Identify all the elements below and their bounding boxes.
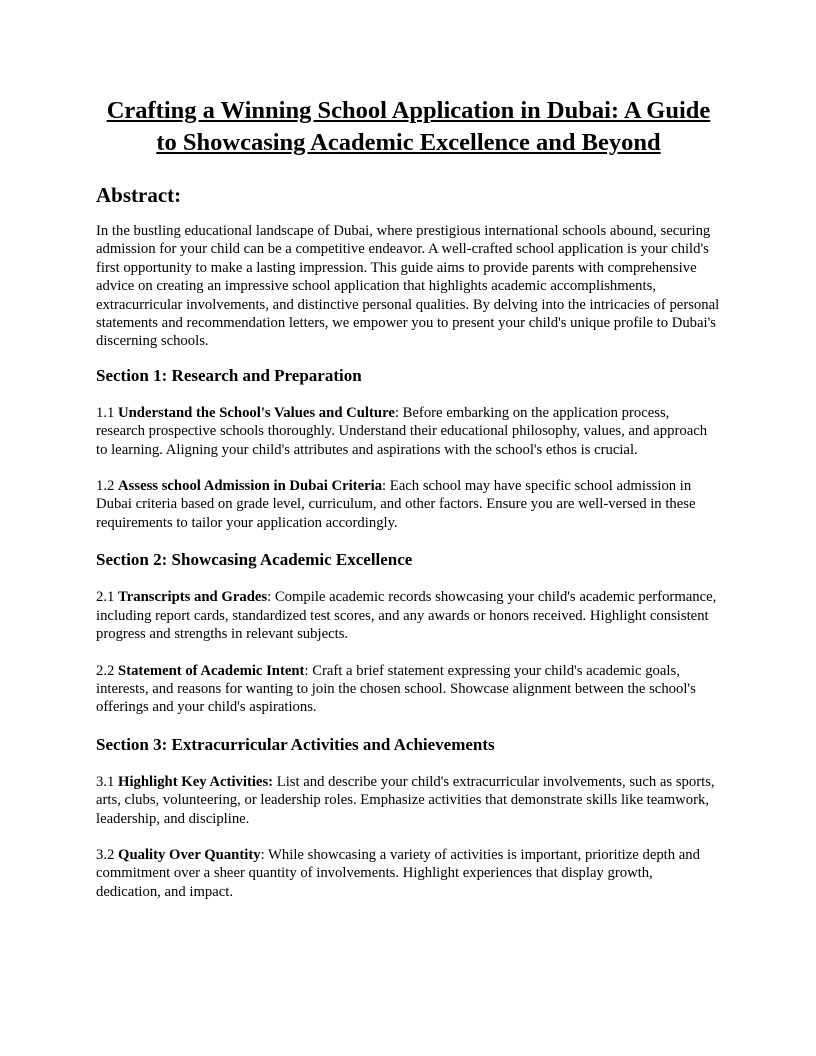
item-bold-label: Assess school Admission in Dubai Criteria [118, 478, 383, 495]
section-paragraph [96, 477, 721, 532]
item-bold-label: Statement of Academic Intent [118, 662, 305, 679]
item-number: 2.1 [96, 589, 115, 606]
abstract-heading: Abstract: [96, 183, 182, 207]
section-paragraph [96, 662, 721, 717]
section-paragraph [96, 404, 721, 459]
item-bold-label: Understand the School's Values and Culture [118, 404, 395, 421]
section-heading: Section 1: Research and Preparation [96, 365, 362, 385]
document-title: Crafting a Winning School Application in Dubai: A Guide to Showcasing Academic Excellence and Beyond [106, 97, 711, 156]
item-text: : Before embarking on the application process, research prospective schools thoroughly. Understand their educational philosophy, values, and approach to learning. Aligning your child's attributes and aspirations with the school's ethos is crucial. [96, 404, 708, 458]
item-text: : Craft a brief statement expressing your child's academic goals, interests, and reasons for wanting to join the chosen school. Showcase alignment between the school's offerings and your child's aspirations. [96, 662, 696, 716]
section-paragraph [96, 773, 721, 828]
item-text: List and describe your child's extracurricular involvements, such as sports, arts, clubs, volunteering, or leadership roles. Emphasize activities that demonstrate skills like teamwork, leadership, and discipline. [96, 773, 715, 827]
section-1 [96, 365, 721, 532]
section-heading: Section 3: Extracurricular Activities and Achievements [96, 734, 495, 754]
section-heading: Section 2: Showcasing Academic Excellence [96, 550, 413, 570]
item-text: : Each school may have specific school admission in Dubai criteria based on grade level, curriculum, and other factors. Ensure you are well-versed in these requirements to tailor your application accordingly. [96, 478, 696, 531]
abstract-paragraph: In the bustling educational landscape of Dubai, where prestigious international schools abound, securing admission for your child can be a competitive endeavor. A well-crafted school application is your child's first opportunity to make a lasting impression. This guide aims to provide parents with comprehensive advice on creating an impressive school application that highlights academic accomplishments, extracurricular involvements, and distinctive personal qualities. By delving into the intricacies of personal statements and recommendation letters, we empower you to present your child's unique profile to Dubai's discerning schools. [96, 223, 720, 350]
document-page [96, 95, 721, 901]
item-bold-label: Transcripts and Grades [118, 589, 268, 606]
item-number: 1.1 [96, 404, 115, 421]
section-paragraph [96, 588, 721, 643]
item-bold-label: Highlight Key Activities: [118, 773, 274, 790]
section-3 [96, 734, 721, 901]
item-text: : While showcasing a variety of activities is important, prioritize depth and commitment over a sheer quantity of involvements. Highlight experiences that display growth, dedication, and impact. [96, 846, 700, 900]
item-text: : Compile academic records showcasing your child's academic performance, including report cards, standardized test scores, and any awards or honors received. Highlight consistent progress and strengths in relevant subjects. [96, 589, 717, 643]
item-number: 1.2 [96, 478, 115, 495]
item-number: 3.1 [96, 773, 115, 790]
item-number: 3.2 [96, 846, 115, 863]
item-bold-label: Quality Over Quantity [118, 846, 261, 863]
section-paragraph [96, 846, 721, 901]
section-2 [96, 549, 721, 716]
item-number: 2.2 [96, 662, 115, 679]
